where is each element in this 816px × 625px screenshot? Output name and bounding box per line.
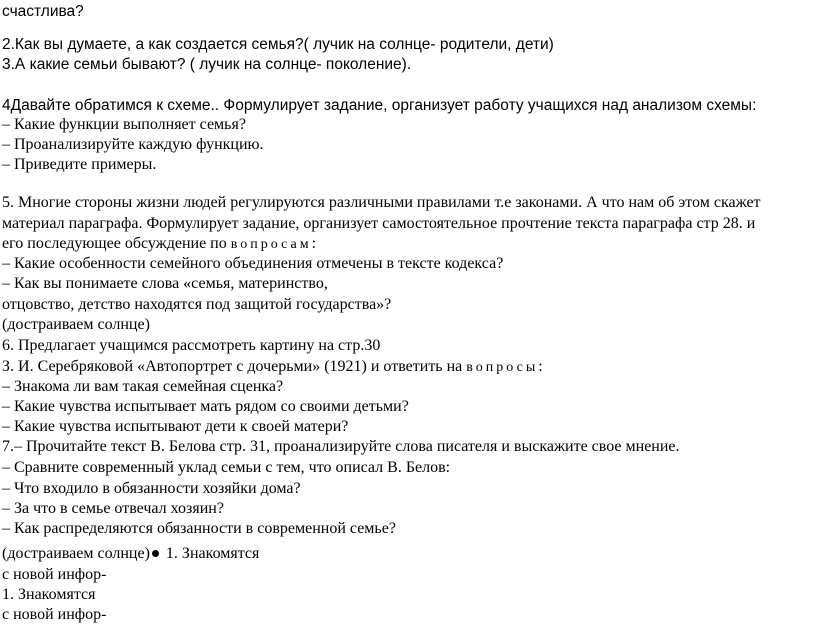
text-line: – За что в семье отвечал хозяин? — [2, 500, 224, 517]
text-line: с новой инфор- — [2, 606, 107, 623]
spaced-word: вопросы — [466, 360, 539, 375]
text-line: – Что входило в обязанности хозяйки дома? — [2, 480, 301, 497]
text-line: 1. Знакомятся — [2, 586, 96, 603]
text-segment: 1. Знакомятся — [161, 545, 260, 562]
text-line: – Какие функции выполняет семья? — [2, 116, 246, 133]
bullet-icon — [152, 550, 159, 557]
text-line — [2, 544, 259, 564]
text-line — [2, 234, 316, 255]
text-line: – Проанализируйте каждую функцию. — [2, 136, 264, 153]
text-line: 6. Предлагает учащимся рассмотреть картину на стр.30 — [2, 337, 381, 354]
text-line: 5. Многие стороны жизни людей регулируются различными правилами т.е законами. А что нам об этом скажет — [2, 194, 761, 211]
text-line: – Какие чувства испытывают дети к своей матери? — [2, 418, 349, 435]
text-line: материал параграфа. Формулирует задание, организует самостоятельное прочтение текста параграфа стр 28. и — [2, 215, 756, 232]
text-line: – Сравните современный уклад семьи с тем, что описал В. Белов: — [2, 459, 451, 476]
text-segment: : — [538, 358, 543, 375]
text-segment: : — [311, 235, 317, 252]
text-line — [2, 357, 543, 378]
text-line: 4Давайте обратимся к схеме.. Формулирует задание, организует работу учащихся над анализом схемы: — [2, 97, 757, 114]
text-segment: З. И. Серебряковой «Автопортрет с дочерьми» (1921) и ответить на — [2, 358, 467, 375]
text-line: отцовство, детство находятся под защитой государства»? — [2, 296, 392, 313]
spaced-word: вопросам — [230, 237, 312, 252]
text-line: 2.Как вы думаете, а как создается семья?( лучик на солнце- родители, дети) — [2, 36, 554, 53]
text-line: (достраиваем солнце) — [2, 316, 150, 333]
text-line: счастлива? — [2, 3, 84, 20]
text-segment: (достраиваем солнце) — [2, 545, 150, 562]
text-line: 3.А какие семьи бывают? ( лучик на солнце- поколение). — [2, 56, 412, 73]
text-line: – Как вы понимаете слова «семья, материнство, — [2, 275, 328, 292]
text-line: 7.– Прочитайте текст В. Белова стр. 31, проанализируйте слова писателя и выскажите свое мнение. — [2, 438, 680, 455]
text-line: – Какие чувства испытывает мать рядом со своими детьми? — [2, 398, 409, 415]
text-segment: его последующее обсуждение по — [2, 235, 231, 252]
text-line: – Какие особенности семейного объединения отмечены в тексте кодекса? — [2, 255, 504, 272]
text-line: – Как распределяются обязанности в современной семье? — [2, 520, 396, 537]
text-line: – Знакома ли вам такая семейная сценка? — [2, 378, 284, 395]
text-line: с новой инфор- — [2, 566, 107, 583]
text-line: – Приведите примеры. — [2, 156, 157, 173]
